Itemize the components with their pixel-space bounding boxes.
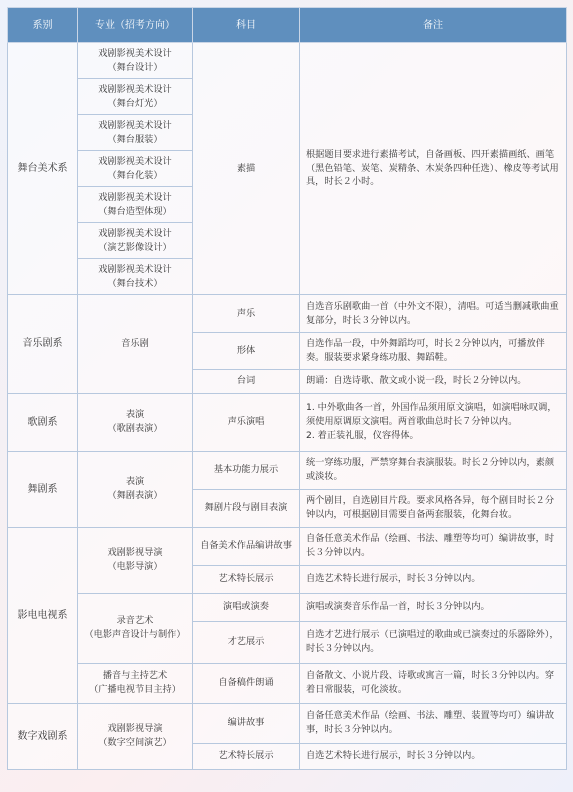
note-cell: 自备散文、小说片段、诗歌或寓言一篇，时长３分钟以内。穿着日常服装，可化淡妆。 bbox=[300, 663, 567, 703]
major-cell: 戏剧影视导演 （数字空间演艺） bbox=[78, 703, 193, 769]
department-film: 影电电视系 bbox=[8, 527, 78, 703]
note-cell: 1. 中外歌曲各一首，外国作品须用原文演唱，如演唱咏叹调，须使用原调原文演唱。两首歌曲总时长７分钟以内。 2. 着正装礼服，仪容得体。 bbox=[300, 393, 567, 451]
major-cell: 表演 （歌剧表演） bbox=[78, 393, 193, 451]
subject-cell: 舞剧片段与剧目表演 bbox=[193, 489, 300, 527]
table-row bbox=[8, 703, 567, 743]
table-row bbox=[8, 451, 567, 489]
note-cell: 统一穿练功服，严禁穿舞台表演服装。时长２分钟以内，素颜或淡妆。 bbox=[300, 451, 567, 489]
major-cell: 表演 （舞剧表演） bbox=[78, 451, 193, 527]
note-cell: 自选作品一段，中外舞蹈均可，时长２分钟以内，可播放伴奏。服装要求紧身练功服、舞蹈鞋。 bbox=[300, 333, 567, 370]
header-major: 专业（招考方向） bbox=[78, 8, 193, 43]
major-cell: 戏剧影视导演 （电影导演） bbox=[78, 527, 193, 593]
subject-cell: 声乐演唱 bbox=[193, 393, 300, 451]
major-cell: 戏剧影视美术设计 （舞台设计） bbox=[78, 43, 193, 79]
note-cell: 自选才艺进行展示（已演唱过的歌曲或已演奏过的乐器除外），时长３分钟以内。 bbox=[300, 621, 567, 663]
subject-cell: 素描 bbox=[193, 43, 300, 295]
subject-cell: 才艺展示 bbox=[193, 621, 300, 663]
table-row bbox=[8, 43, 567, 79]
major-cell: 录音艺术 （电影声音设计与制作） bbox=[78, 593, 193, 663]
department-dance: 舞剧系 bbox=[8, 451, 78, 527]
subject-cell: 艺术特长展示 bbox=[193, 565, 300, 593]
note-cell: 自备任意美术作品（绘画、书法、雕塑等均可）编讲故事，时长３分钟以内。 bbox=[300, 527, 567, 565]
department-stage: 舞台美术系 bbox=[8, 43, 78, 295]
table-row bbox=[8, 527, 567, 565]
major-cell: 戏剧影视美术设计 （舞台造型体现） bbox=[78, 187, 193, 223]
table-row bbox=[8, 295, 567, 333]
major-cell: 音乐剧 bbox=[78, 295, 193, 394]
note-cell: 自选艺术特长进行展示，时长３分钟以内。 bbox=[300, 743, 567, 769]
note-cell: 朗诵：自选诗歌、散文或小说一段，时长２分钟以内。 bbox=[300, 369, 567, 393]
table-row bbox=[8, 393, 567, 451]
note-cell: 两个剧目，自选剧目片段。要求风格各异，每个剧目时长２分钟以内，可根据剧目需要自备两套服装，化舞台妆。 bbox=[300, 489, 567, 527]
department-musical: 音乐剧系 bbox=[8, 295, 78, 394]
subject-cell: 编讲故事 bbox=[193, 703, 300, 743]
note-cell: 自备任意美术作品（绘画、书法、雕塑、装置等均可）编讲故事，时长３分钟以内。 bbox=[300, 703, 567, 743]
table-row bbox=[8, 663, 567, 703]
subject-cell: 自备稿件朗诵 bbox=[193, 663, 300, 703]
subject-cell: 艺术特长展示 bbox=[193, 743, 300, 769]
major-cell: 戏剧影视美术设计 （舞台技术） bbox=[78, 259, 193, 295]
department-opera: 歌剧系 bbox=[8, 393, 78, 451]
major-cell: 戏剧影视美术设计 （舞台服装） bbox=[78, 115, 193, 151]
department-digital: 数字戏剧系 bbox=[8, 703, 78, 769]
major-cell: 戏剧影视美术设计 （演艺影像设计） bbox=[78, 223, 193, 259]
note-cell: 演唱或演奏音乐作品一首，时长３分钟以内。 bbox=[300, 593, 567, 621]
exam-table-container bbox=[7, 7, 566, 770]
subject-cell: 形体 bbox=[193, 333, 300, 370]
exam-subjects-table bbox=[7, 7, 567, 770]
header-department: 系别 bbox=[8, 8, 78, 43]
subject-cell: 声乐 bbox=[193, 295, 300, 333]
subject-cell: 演唱或演奏 bbox=[193, 593, 300, 621]
subject-cell: 台词 bbox=[193, 369, 300, 393]
table-row bbox=[8, 593, 567, 621]
subject-cell: 自备美术作品编讲故事 bbox=[193, 527, 300, 565]
table-header-row bbox=[8, 8, 567, 43]
header-subject: 科目 bbox=[193, 8, 300, 43]
note-cell: 自选艺术特长进行展示，时长３分钟以内。 bbox=[300, 565, 567, 593]
major-cell: 播音与主持艺术 （广播电视节目主持） bbox=[78, 663, 193, 703]
major-cell: 戏剧影视美术设计 （舞台灯光） bbox=[78, 79, 193, 115]
subject-cell: 基本功能力展示 bbox=[193, 451, 300, 489]
note-cell: 自选音乐剧歌曲一首（中外文不限），清唱。可适当删减歌曲重复部分，时长３分钟以内。 bbox=[300, 295, 567, 333]
header-note: 备注 bbox=[300, 8, 567, 43]
major-cell: 戏剧影视美术设计 （舞台化装） bbox=[78, 151, 193, 187]
note-cell: 根据题目要求进行素描考试，自备画板、四开素描画纸、画笔（黑色铅笔、炭笔、炭精条、木炭条四种任选）、橡皮等考试用具，时长２小时。 bbox=[300, 43, 567, 295]
